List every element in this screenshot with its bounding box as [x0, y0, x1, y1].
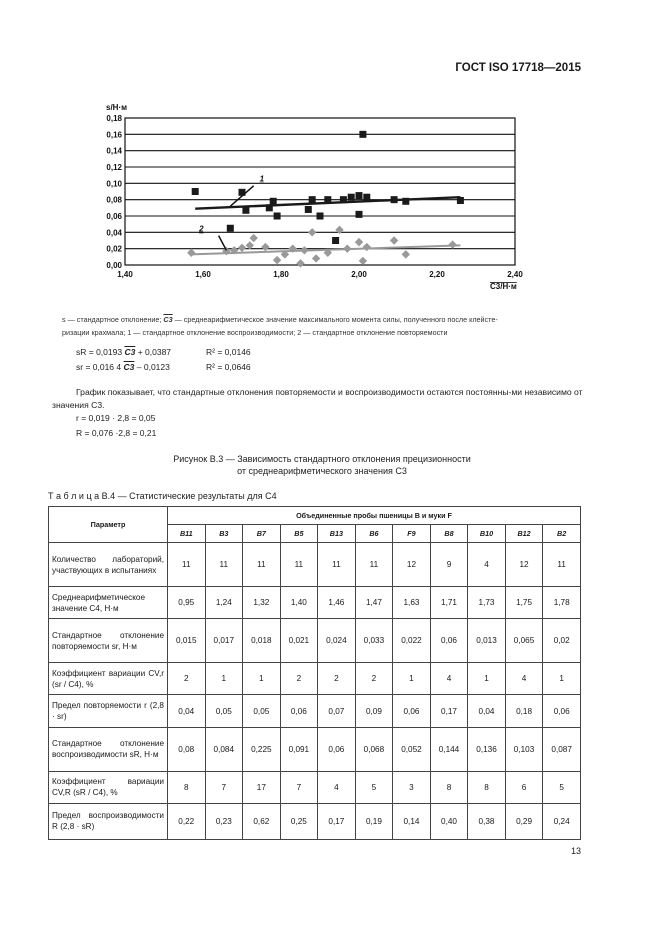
sample-header: B12	[505, 525, 543, 543]
data-point-square	[359, 131, 366, 138]
table-cell: 11	[168, 543, 206, 587]
table-cell: 2	[280, 663, 318, 695]
table-cell: 0,024	[318, 619, 356, 663]
sample-header: B6	[355, 525, 393, 543]
table-cell: 0,04	[168, 695, 206, 727]
table-cell: 2	[168, 663, 206, 695]
table-row	[49, 727, 581, 771]
data-point-square	[317, 213, 324, 220]
limit-R: R = 0,076 ·2,8 = 0,21	[76, 428, 157, 438]
x-tick-label: 2,40	[507, 270, 523, 279]
data-point-square	[309, 196, 316, 203]
table-cell: 8	[168, 771, 206, 803]
table-cell: 1	[243, 663, 281, 695]
table-cell: 0,17	[318, 803, 356, 839]
table-cell: 17	[243, 771, 281, 803]
table-cell: 11	[243, 543, 281, 587]
table-cell: 1	[543, 663, 581, 695]
table-cell: 7	[205, 771, 243, 803]
table-cell: 0,02	[543, 619, 581, 663]
caption-line-2: от среднеарифметического значения C3	[237, 466, 407, 476]
table-row	[49, 619, 581, 663]
legend-c3-symbol: C3	[163, 315, 173, 324]
table-cell: 1	[468, 663, 506, 695]
eq-sR-r2: R² = 0,0146	[206, 347, 251, 357]
row-param-label: Предел воспроизводимости R (2,8 · sR)	[49, 803, 168, 839]
x-tick-label: 2,00	[351, 270, 367, 279]
legend-text-3: ризации крахмала; 1 — стандартное отклонение воспроизводимости; 2 — стандартное отклонение повторяемости	[62, 328, 448, 337]
data-point-square	[356, 192, 363, 199]
caption-line-1: Рисунок В.3 — Зависимость стандартного отклонения прецизионности	[173, 454, 471, 464]
chart-figure	[80, 98, 530, 298]
sample-header: B3	[205, 525, 243, 543]
table-cell: 0,06	[543, 695, 581, 727]
data-point-square	[363, 194, 370, 201]
table-cell: 0,018	[243, 619, 281, 663]
table-row	[49, 803, 581, 839]
table-cell: 0,225	[243, 727, 281, 771]
table-cell: 0,07	[318, 695, 356, 727]
table-row	[49, 695, 581, 727]
y-tick-label: 0,06	[106, 212, 122, 221]
table-cell: 1,32	[243, 587, 281, 619]
table-cell: 0,38	[468, 803, 506, 839]
table-cell: 0,23	[205, 803, 243, 839]
table-cell: 0,95	[168, 587, 206, 619]
table-cell: 0,40	[430, 803, 468, 839]
table-cell: 0,144	[430, 727, 468, 771]
table-cell: 0,17	[430, 695, 468, 727]
table-cell: 1,47	[355, 587, 393, 619]
param-header: Параметр	[49, 507, 168, 543]
plot-area	[125, 118, 515, 265]
table-cell: 0,24	[543, 803, 581, 839]
table-cell: 0,136	[468, 727, 506, 771]
table-cell: 0,25	[280, 803, 318, 839]
table-cell: 0,09	[355, 695, 393, 727]
eq-sR-lhs: sR = 0,0193	[76, 347, 123, 357]
legend-text-2: — среднеарифметическое значение максимального момента силы, полученного после клейсте-	[174, 315, 498, 324]
data-point-square	[402, 198, 409, 205]
table-cell: 1	[205, 663, 243, 695]
eq-sR-rhs: + 0,0387	[137, 347, 172, 357]
table-cell: 0,06	[280, 695, 318, 727]
group-header: Объединенные пробы пшеницы B и муки F	[168, 507, 581, 525]
page-number: 13	[570, 846, 581, 856]
table-cell: 0,033	[355, 619, 393, 663]
x-axis-label: C3/Н·м	[490, 282, 517, 291]
table-cell: 11	[355, 543, 393, 587]
sample-header: B7	[243, 525, 281, 543]
table-cell: 2	[355, 663, 393, 695]
table-cell: 0,06	[430, 619, 468, 663]
table-row	[49, 587, 581, 619]
y-tick-label: 0,00	[106, 261, 122, 270]
table-cell: 1,73	[468, 587, 506, 619]
data-point-square	[274, 213, 281, 220]
table-cell: 8	[468, 771, 506, 803]
table-cell: 0,084	[205, 727, 243, 771]
data-point-square	[391, 196, 398, 203]
table-cell: 1,46	[318, 587, 356, 619]
table-cell: 4	[468, 543, 506, 587]
sample-header: B2	[543, 525, 581, 543]
table-cell: 0,022	[393, 619, 431, 663]
data-point-square	[340, 196, 347, 203]
data-point-square	[305, 206, 312, 213]
sample-header: B10	[468, 525, 506, 543]
y-tick-label: 0,04	[106, 228, 122, 238]
row-param-label: Количество лабораторий, участвующих в испытаниях	[49, 543, 168, 587]
sample-header: F9	[393, 525, 431, 543]
table-cell: 0,068	[355, 727, 393, 771]
table-row	[49, 771, 581, 803]
data-point-square	[332, 237, 339, 244]
table-cell: 2	[318, 663, 356, 695]
table-cell: 1,24	[205, 587, 243, 619]
table-cell: 0,05	[205, 695, 243, 727]
y-tick-label: 0,08	[106, 195, 122, 205]
table-cell: 4	[318, 771, 356, 803]
table-body	[49, 543, 581, 840]
data-point-square	[227, 225, 234, 232]
table-row	[49, 543, 581, 587]
table-cell: 6	[505, 771, 543, 803]
table-cell: 1,75	[505, 587, 543, 619]
table-cell: 11	[543, 543, 581, 587]
table-row	[49, 663, 581, 695]
table-cell: 0,18	[505, 695, 543, 727]
data-point-square	[192, 188, 199, 195]
y-tick-label: 0,16	[106, 130, 122, 140]
table-cell: 0,065	[505, 619, 543, 663]
limit-r: r = 0,019 · 2,8 = 0,05	[76, 413, 156, 423]
data-point-square	[270, 198, 277, 205]
table-cell: 0,05	[243, 695, 281, 727]
table-cell: 8	[430, 771, 468, 803]
sample-header: B5	[280, 525, 318, 543]
y-tick-label: 0,12	[106, 163, 122, 172]
table-cell: 5	[543, 771, 581, 803]
table-caption: Т а б л и ц а В.4 — Статистические результаты для C4	[48, 491, 277, 501]
eq-sr-var: C3	[123, 362, 135, 372]
table-cell: 0,017	[205, 619, 243, 663]
x-tick-label: 2,20	[429, 270, 445, 279]
table-cell: 0,013	[468, 619, 506, 663]
table-cell: 4	[430, 663, 468, 695]
sample-header: B13	[318, 525, 356, 543]
table-cell: 0,19	[355, 803, 393, 839]
eq-sr-lhs: sr = 0,016 4	[76, 362, 122, 372]
row-param-label: Предел повторяемости r (2,8 · sr)	[49, 695, 168, 727]
table-cell: 0,087	[543, 727, 581, 771]
data-point-square	[356, 211, 363, 218]
table-cell: 1,78	[543, 587, 581, 619]
y-axis-label: s/Н·м	[106, 103, 128, 112]
table-cell: 0,103	[505, 727, 543, 771]
document-header: ГОСТ ISO 17718—2015	[455, 62, 581, 74]
row-param-label: Стандартное отклонение воспроизводимости sR, Н·м	[49, 727, 168, 771]
table-cell: 1	[393, 663, 431, 695]
table-cell: 5	[355, 771, 393, 803]
table-cell: 0,14	[393, 803, 431, 839]
annotation-label: 1	[259, 174, 265, 184]
table-cell: 4	[505, 663, 543, 695]
table-cell: 1,71	[430, 587, 468, 619]
row-param-label: Среднеарифметическое значение C4, Н·м	[49, 587, 168, 619]
table-cell: 0,06	[318, 727, 356, 771]
table-cell: 3	[393, 771, 431, 803]
body-paragraph: График показывает, что стандартные отклонения повторяемости и воспроизводимости остаются постоянны-ми независимо от значения C3.	[52, 387, 583, 410]
table-cell: 0,62	[243, 803, 281, 839]
data-point-square	[242, 207, 249, 214]
y-tick-label: 0,02	[106, 244, 122, 254]
y-tick-label: 0,14	[106, 146, 122, 156]
eq-sR-var: C3	[124, 347, 136, 357]
table-cell: 0,08	[168, 727, 206, 771]
table-cell: 0,06	[393, 695, 431, 727]
data-point-square	[266, 204, 273, 211]
data-point-square	[324, 196, 331, 203]
data-point-square	[457, 197, 464, 204]
figure-legend	[52, 313, 588, 339]
table-cell: 0,052	[393, 727, 431, 771]
row-param-label: Стандартное отклонение повторяемости sr, Н·м	[49, 619, 168, 663]
x-tick-label: 1,80	[273, 270, 289, 279]
eq-sr-r2: R² = 0,0646	[206, 362, 251, 372]
figure-caption	[52, 453, 592, 477]
sample-header: B11	[168, 525, 206, 543]
sample-header: B8	[430, 525, 468, 543]
row-param-label: Коэффициент вариации CV,r (sr / C4), %	[49, 663, 168, 695]
equation-sR	[76, 347, 376, 357]
table-cell: 7	[280, 771, 318, 803]
table-cell: 11	[318, 543, 356, 587]
table-cell: 9	[430, 543, 468, 587]
table-cell: 0,22	[168, 803, 206, 839]
results-table	[48, 506, 581, 840]
table-cell: 11	[280, 543, 318, 587]
x-tick-label: 1,60	[195, 270, 211, 279]
table-cell: 0,091	[280, 727, 318, 771]
data-point-square	[348, 194, 355, 201]
table-cell: 0,29	[505, 803, 543, 839]
legend-text-1: s — стандартное отклонение;	[62, 315, 162, 324]
table-cell: 12	[393, 543, 431, 587]
table-cell: 0,04	[468, 695, 506, 727]
eq-sr-rhs: – 0,0123	[136, 362, 170, 372]
row-param-label: Коэффициент вариации CV,R (sR / C4), %	[49, 771, 168, 803]
table-cell: 1,63	[393, 587, 431, 619]
table-cell: 12	[505, 543, 543, 587]
table-cell: 11	[205, 543, 243, 587]
x-tick-label: 1,40	[117, 270, 133, 279]
annotation-label: 2	[199, 224, 204, 234]
table-cell: 1,40	[280, 587, 318, 619]
equation-sr	[76, 362, 376, 372]
table-cell: 0,021	[280, 619, 318, 663]
table-cell: 0,015	[168, 619, 206, 663]
y-tick-label: 0,18	[106, 114, 122, 123]
y-tick-label: 0,10	[106, 179, 122, 189]
